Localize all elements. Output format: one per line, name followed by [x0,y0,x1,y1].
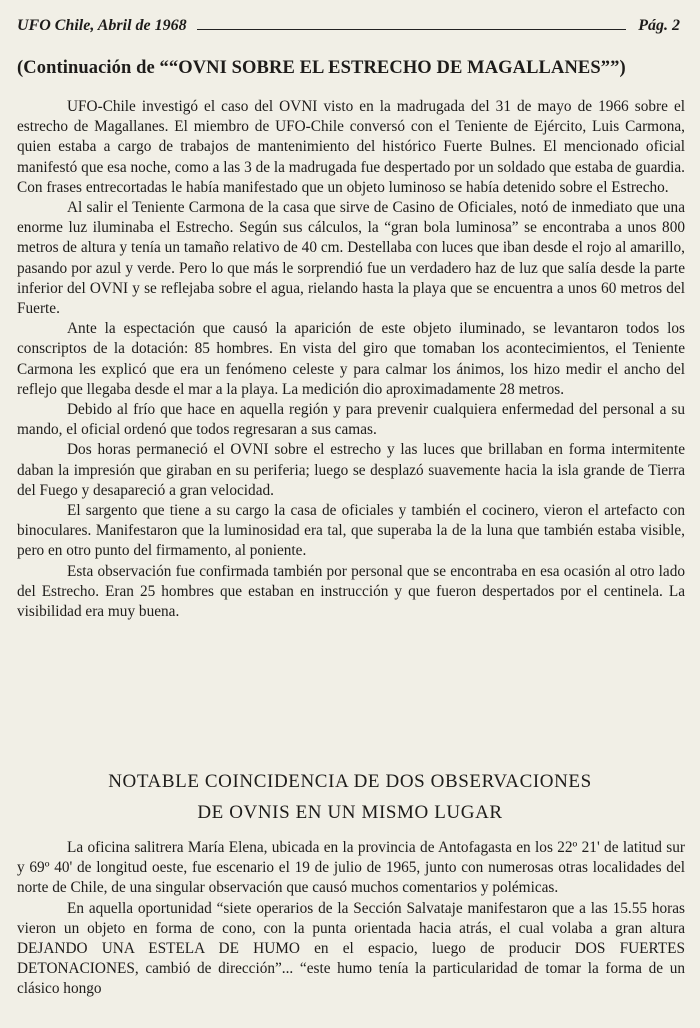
paragraph: Al salir el Teniente Carmona de la casa que sirve de Casino de Oficiales, notó de inmediato que una enorme luz iluminaba el Estrecho. Según sus cálculos, la “gran bola luminosa” se encontraba a unos 800 metros de altura y tenía un tamaño relativo de 40 cm. Destellaba con luces que iban desde el rojo al amarillo, pasando por azul y verde. Pero lo que más le sorprendió fue un verdadero haz de luz que salía desde la parte inferior del OVNI y se reflejaba sobre el agua, rielando hasta la playa que se encuentra a unos 60 metros del Fuerte. [17,199,685,318]
header-rule [197,29,627,30]
section-heading [0,766,700,828]
paragraph: Dos horas permaneció el OVNI sobre el estrecho y las luces que brillaban en forma intermitente daban la impresión que giraban en su periferia; luego se desplazó suavemente hacia la isla grande de Tierra del Fuego y desapareció a gran velocidad. [17,441,685,499]
section-heading-line-2: DE OVNIS EN UN MISMO LUGAR [197,802,503,823]
section-heading-line-1: NOTABLE COINCIDENCIA DE DOS OBSERVACIONES [108,771,592,792]
paragraph: En aquella oportunidad “siete operarios de la Sección Salvataje manifestaron que a las 15.55 horas vieron un objeto en forma de cono, con la punta orientada hacia atrás, el cual volaba a gran altura DEJANDO UNA ESTELA DE HUMO en el espacio, luego de producir DOS FUERTES DETONACIONES, cambió de dirección”... “este humo tenía la particularidad de tomar la forma de un clásico hongo [17,899,685,998]
article-body-magallanes [17,97,685,622]
paragraph: El sargento que tiene a su cargo la casa de oficiales y también el cocinero, vieron el artefacto con binoculares. Manifestaron que la luminosidad era tal, que superaba la de la luna que también estaba visible, pero en otro punto del firmamento, al poniente. [17,502,685,560]
publication-title: UFO Chile, Abril de 1968 [17,17,187,34]
paragraph: Debido al frío que hace en aquella región y para prevenir cualquiera enfermedad del personal a su mando, el oficial ordenó que todos regresaran a sus camas. [17,401,685,439]
page-header [17,14,680,38]
paragraph: Ante la espectación que causó la aparición de este objeto iluminado, se levantaron todos los conscriptos de la dotación: 85 hombres. En vista del giro que tomaban los acontecimientos, el Teniente Carmona les explicó que era un fenómeno celeste y para calmar los ánimos, los hizo medir el ancho del reflejo que llegaba desde el mar a la playa. La medición dio aproximadamente 28 metros. [17,320,685,398]
paragraph: Esta observación fue confirmada también por personal que se encontraba en esa ocasión al otro lado del Estrecho. Eran 25 hombres que estaban en instrucción y que fueron despertados por el centinela. La visibilidad era muy buena. [17,562,685,621]
continuation-title: (Continuación de ““OVNI SOBRE EL ESTRECHO DE MAGALLANES””) [17,58,626,78]
article-body-maria-elena [17,838,685,1000]
paragraph: UFO-Chile investigó el caso del OVNI visto en la madrugada del 31 de mayo de 1966 sobre el estrecho de Magallanes. El miembro de UFO-Chile conversó con el Teniente de Ejército, Luis Carmona, quien estaba a cargo de trabajos de mantenimiento del histórico Fuerte Bulnes. El mencionado oficial manifestó que esa noche, como a las 3 de la madrugada fue despertado por un soldado que estaba de guardia. Con frases entrecortadas le había manifestado que un objeto luminoso se había detenido sobre el Estrecho. [17,98,685,196]
paragraph: La oficina salitrera María Elena, ubicada en la provincia de Antofagasta en los 22º 21' de latitud sur y 69º 40' de longitud oeste, fue escenario el 19 de julio de 1965, junto con numerosas otras localidades del norte de Chile, de una singular observación que causó muchos comentarios y polémicas. [17,839,685,897]
page-number: Pág. 2 [638,17,680,34]
